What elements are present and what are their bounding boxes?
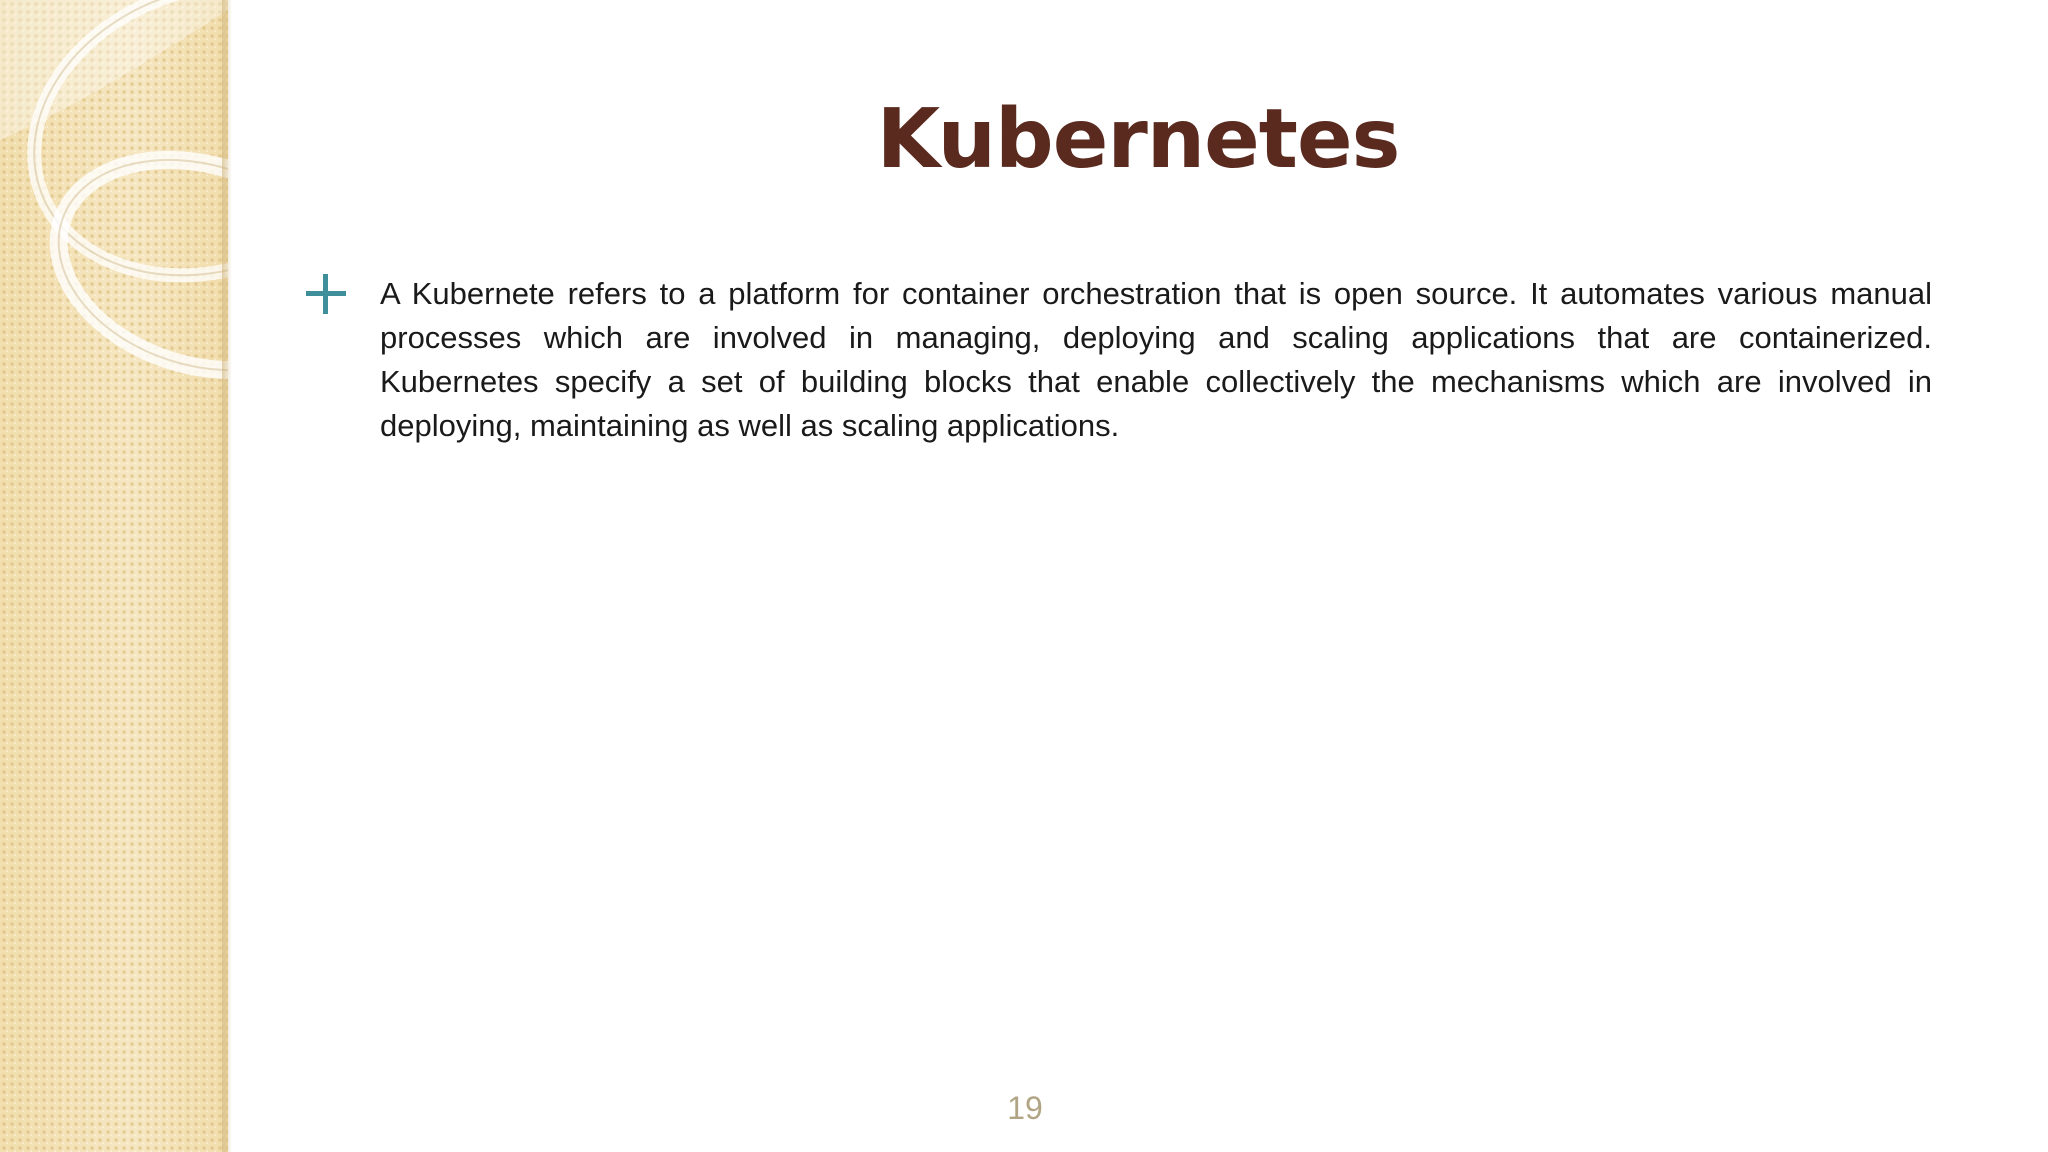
decorative-rings-icon: [0, 0, 228, 420]
bullet-item: [300, 272, 1932, 448]
plus-icon: [306, 274, 346, 314]
slide-title: Kubernetes: [876, 92, 1400, 187]
page-number: 19: [1007, 1090, 1043, 1126]
bullet-list: [300, 272, 1932, 448]
decorative-side-band: [0, 0, 228, 1152]
bullet-text: A Kubernete refers to a platform for container orchestration that is open source. It automates various manual processes which are involved in managing, deploying and scaling applications that are containerized. Kubernetes specify a set of building blocks that enable collectively the mechanisms which are involved in deploying, maintaining as well as scaling applications.: [380, 276, 1932, 443]
